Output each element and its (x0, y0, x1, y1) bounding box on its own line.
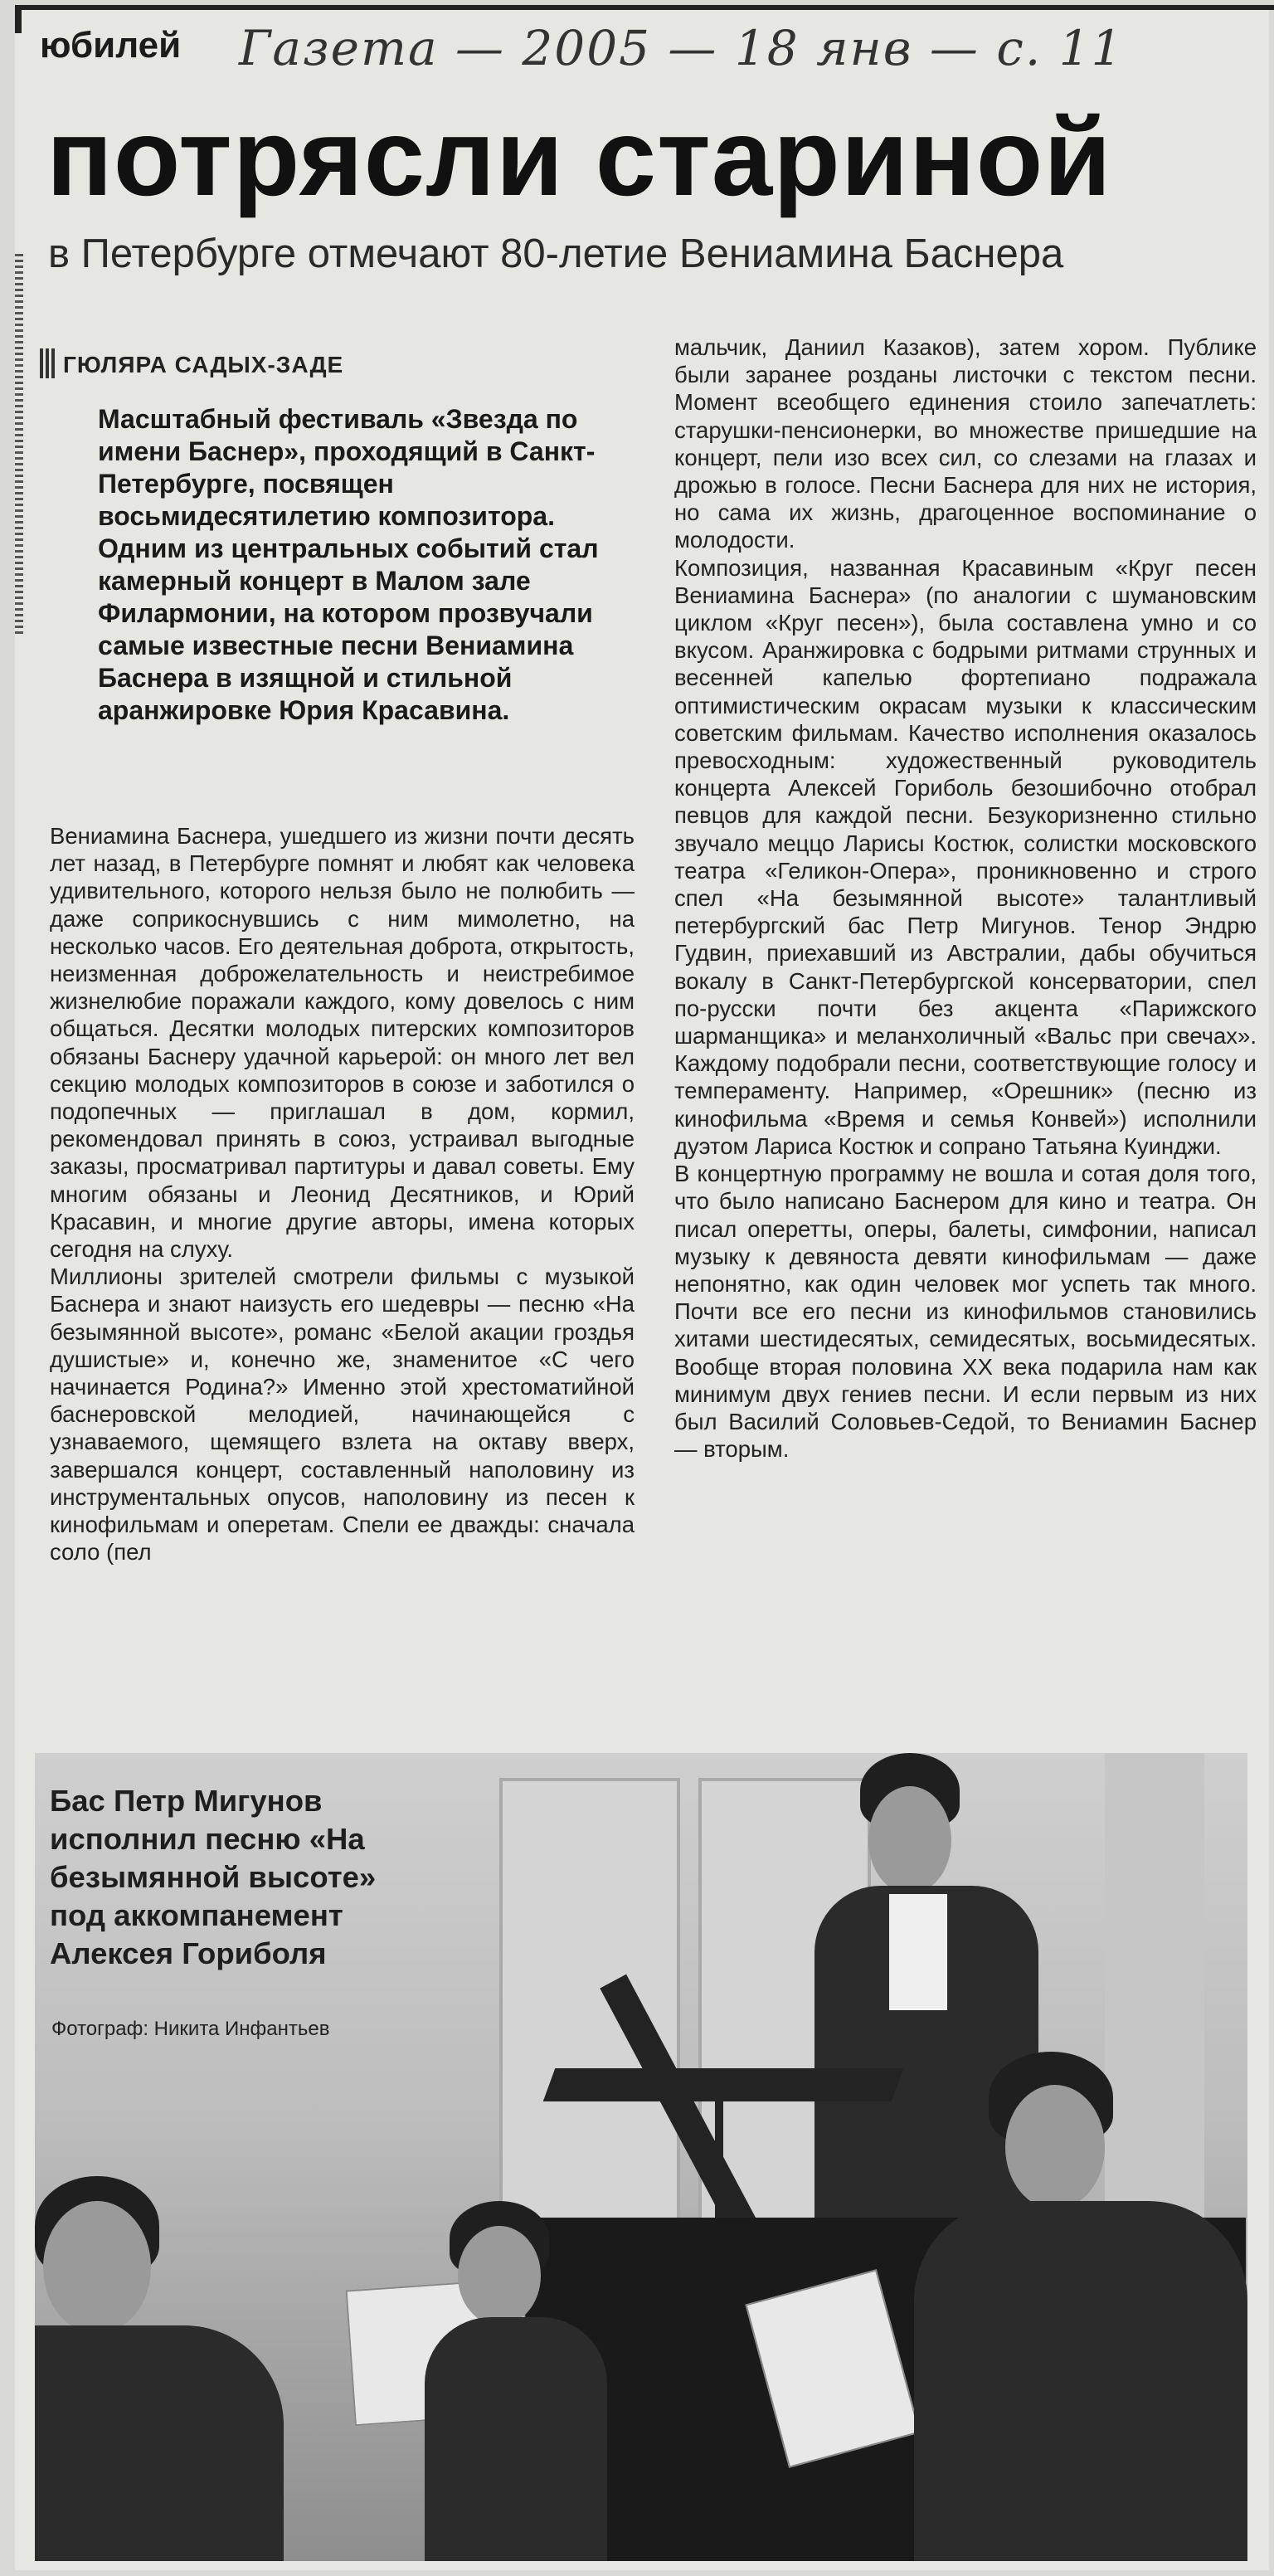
singer-face (868, 1786, 951, 1894)
body-paragraph: Миллионы зрителей смотрели фильмы с музыкой Баснера и знают наизусть его шедевры — песню «На безымянной высоте», романс «Белой акации гроздья душистые» и, конечно же, знаменитое «С чего начинается Родина?» Именно этой хрестоматийной баснеровской мелодией, начинающейся с узнаваемого, щемящего взлета на октаву вверх, завершался концерт, составленный наполовину из инструментальных опусов, наполовину из песен к кинофильмам и оперетам. Спели ее дважды: сначала соло (пел (50, 1264, 635, 1566)
conductor-suit (35, 2325, 284, 2561)
body-paragraph: В концертную программу не вошла и сотая доля того, что было написано Баснером для кино и театра. Он писал оперетты, оперы, балеты, симфонии, написал музыку к девяноста девяти кинофильмам — даже непонятно, как один человек мог успеть так много. Почти все его песни из кинофильмов становились хитами шестидесятых, семидесятых, восьмидесятых. Вообще вторая половина XX века подарила нам как минимум двух гениев песни. И если первым из них был Василий Соловьев-Седой, то Вениамин Баснер — вторым. (674, 1161, 1257, 1463)
left-column (50, 822, 635, 1566)
pianist-face (1005, 2085, 1105, 2209)
player-face (458, 2226, 541, 2325)
conductor-face (43, 2201, 151, 2334)
headline: потрясли стариной (46, 96, 1112, 218)
body-paragraph: Композиция, названная Красавиным «Круг песен Вениамина Баснера» (по аналогии с шумановским циклом «Круг песен»), была составлена умно и со вкусом. Аранжировка с бодрыми ритмами струнных и весенней капелью фортепиано подражала оптимистическим окрасам музыки к классическим советским фильмам. Качество исполнения оказалось превосходным: художественный руководитель концерта Алексей Гориболь безошибочно отобрал певцов для каждой песни. Безукоризненно стильно звучало меццо Ларисы Костюк, солистки московского театра «Геликон-Опера», проникновенно и строго спел «На безымянной высоте» талантливый петербургский бас Петр Мигунов. Тенор Эндрю Гудвин, приехавший из Австралии, дабы обучиться вокалу в Санкт-Петербургской консерватории, спел по-русски почти без акцента «Парижского шарманщика» и меланхоличный «Вальс при свечах». Каждому подобрали песни, соответствующие голосу и темпераменту. Например, «Орешник» (песню из кинофильма «Время и семья Конвей») исполнили дуэтом Лариса Костюк и сопрано Татьяна Куинджи. (674, 554, 1257, 1159)
lead-paragraph (98, 403, 612, 727)
player-suit (425, 2317, 607, 2561)
photo-caption: Бас Петр Мигунов исполнил песню «На безымянной высоте» под аккомпанемент Алексея Гориболя (50, 1784, 377, 1970)
body-paragraph: мальчик, Даниил Казаков), затем хором. Публике были заранее розданы листочки с текстом песни. Момент всеобщего единения стоило запечатлеть: старушки-пенсионерки, во множестве пришедшие на концерт, пели изо всех сил, со слезами на глазах и дрожью в голосе. Песни Баснера для них не история, но сама их жизнь, драгоценное воспоминание о молодости. (674, 334, 1257, 553)
subheadline: в Петербурге отмечают 80-летие Вениамина Баснера (48, 231, 1064, 276)
singer-shirt (889, 1894, 947, 2010)
pianist-suit (914, 2201, 1247, 2561)
section-rubric: юбилей (40, 25, 182, 66)
right-column (674, 334, 1257, 1463)
photo-credit: Фотограф: Никита Инфантьев (51, 2018, 330, 2040)
lead-text: Масштабный фестиваль «Звезда по имени Баснер», проходящий в Санкт-Петербурге, посвящен восьмидесятилетию композитора. Одним из центральных событий стал камерный концерт в Малом зале Филармонии, на котором прозвучали самые известные песни Вениамина Баснера в изящной и стильной аранжировке Юрия Красавина. (98, 404, 599, 725)
margin-stripe (15, 254, 23, 635)
author-marker-icon (40, 348, 55, 378)
handwritten-note: Газета — 2005 — 18 янв — с. 11 (239, 20, 1124, 76)
music-stand (543, 2068, 904, 2101)
body-paragraph: Вениамина Баснера, ушедшего из жизни почти десять лет назад, в Петербурге помнят и любят как человека удивительного, которого нельзя было не полюбить — даже соприкоснувшись с ним мимолетно, на несколько часов. Его деятельная доброта, открытость, неизменная доброжелательность и неистребимое жизнелюбие поражали каждого, кому довелось с ним общаться. Десятки молодых питерских композиторов обязаны Баснеру удачной карьерой: он много лет вел секцию молодых композиторов в союзе и заботился о подопечных — приглашал в дом, кормил, рекомендовал принять в союз, устраивал выгодные заказы, просматривал партитуры и давал советы. Ему многим обязаны и Леонид Десятников, и Юрий Красавин, и многие другие авторы, имена которых сегодня на слуху. (50, 823, 635, 1263)
author-byline: ГЮЛЯРА САДЫХ-ЗАДЕ (63, 352, 344, 377)
